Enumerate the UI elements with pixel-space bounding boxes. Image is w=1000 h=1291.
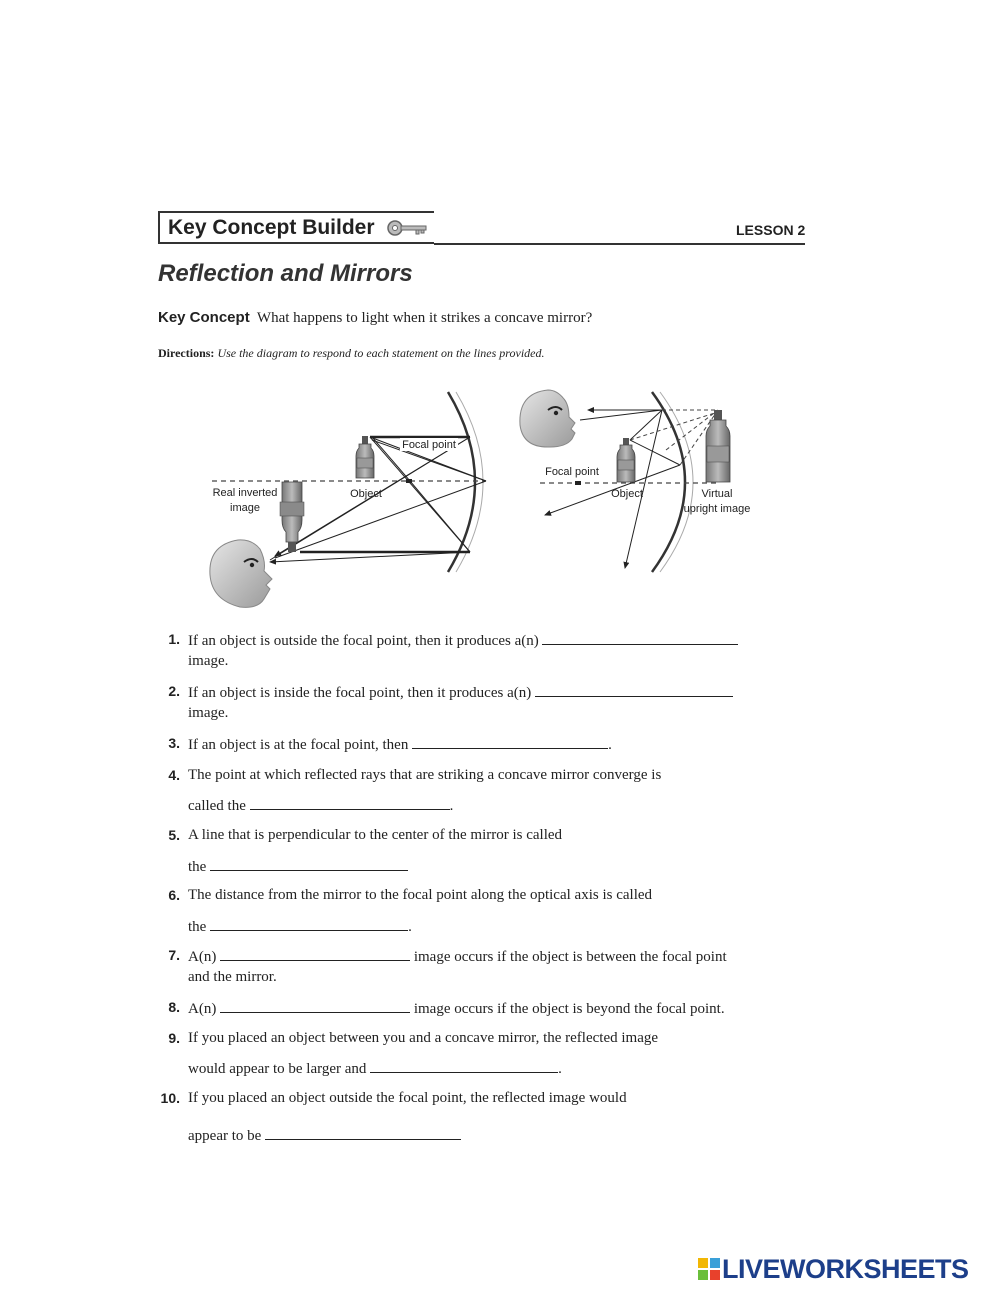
- question-9-number: 9.: [168, 1030, 180, 1046]
- question-1-number: 1.: [168, 631, 180, 647]
- question-7-text-a: A(n): [188, 949, 217, 965]
- question-6-number: 6.: [168, 887, 180, 903]
- question-7-text-b: image occurs if the object is between the focal point: [413, 949, 727, 965]
- question-9-end: .: [558, 1061, 562, 1077]
- question-6-end: .: [408, 919, 412, 935]
- answer-blank-3[interactable]: [412, 734, 608, 749]
- answer-blank-1[interactable]: [542, 630, 738, 645]
- left-focal-point-label: Focal point: [402, 439, 456, 451]
- question-5-number: 5.: [168, 827, 180, 843]
- question-8-line-1: [188, 998, 725, 1018]
- answer-blank-7[interactable]: [220, 946, 410, 961]
- answer-blank-8[interactable]: [220, 998, 410, 1013]
- question-5-line-1: A line that is perpendicular to the center of the mirror is called: [188, 827, 563, 843]
- question-4-line-2: [188, 795, 453, 815]
- key-concept-label: Key Concept: [158, 309, 250, 326]
- question-2-number: 2.: [168, 683, 180, 699]
- question-9-text: would appear to be larger and: [188, 1061, 367, 1077]
- answer-blank-9[interactable]: [370, 1058, 558, 1073]
- answer-blank-10[interactable]: [265, 1125, 461, 1140]
- answer-blank-2[interactable]: [535, 682, 733, 697]
- question-10-line-1: If you placed an object outside the focal point, the reflected image would: [188, 1090, 627, 1106]
- question-7-number: 7.: [168, 947, 180, 963]
- answer-blank-5[interactable]: [210, 856, 408, 871]
- right-focal-point-label: Focal point: [545, 466, 599, 478]
- question-1-line-2: image.: [188, 653, 229, 669]
- question-3-text: If an object is at the focal point, then: [188, 737, 409, 753]
- answer-blank-6[interactable]: [210, 916, 408, 931]
- left-real-image-label-2: image: [230, 502, 260, 514]
- answer-blank-4[interactable]: [250, 795, 450, 810]
- question-4-end: .: [449, 798, 454, 814]
- question-9-line-2: [188, 1058, 562, 1078]
- question-6-line-1: The distance from the mirror to the focal point along the optical axis is called: [188, 887, 653, 903]
- liveworksheets-logo-icon: [698, 1258, 720, 1280]
- question-8-number: 8.: [168, 999, 180, 1015]
- question-9-line-1: If you placed an object between you and a concave mirror, the reflected image: [188, 1030, 659, 1046]
- key-concept-text: What happens to light when it strikes a concave mirror?: [256, 310, 593, 326]
- right-diagram: [520, 390, 750, 572]
- question-6-text: the: [188, 919, 207, 935]
- question-10-number: 10.: [160, 1090, 180, 1106]
- question-4-number: 4.: [168, 767, 180, 783]
- page-title: Reflection and Mirrors: [158, 260, 413, 287]
- left-real-image-label-1: Real inverted: [212, 487, 278, 499]
- question-4-line-1: The point at which reflected rays that are striking a concave mirror converge is: [188, 767, 662, 783]
- question-6-line-2: [188, 916, 412, 936]
- right-virtual-image-label-2: upright image: [683, 503, 751, 515]
- directions-label: Directions:: [158, 346, 215, 360]
- left-mirror: [448, 392, 475, 572]
- concave-mirror-diagram: [0, 0, 1000, 620]
- right-object-label: Object: [611, 488, 643, 500]
- question-3-line-1: [188, 734, 612, 754]
- liveworksheets-brand[interactable]: LIVEWORKSHEETS: [722, 1254, 969, 1284]
- question-8-text-a: A(n): [188, 1001, 217, 1017]
- lesson-label: LESSON 2: [736, 222, 806, 238]
- directions-text: Use the diagram to respond to each statement on the lines provided.: [217, 346, 545, 360]
- question-10-text: appear to be: [188, 1128, 262, 1144]
- question-3-number: 3.: [168, 735, 180, 751]
- question-4-text: called the: [188, 798, 246, 814]
- right-virtual-image-bottle: [706, 410, 730, 482]
- question-1-text: If an object is outside the focal point, then it produces a(n): [188, 633, 539, 649]
- question-3-end: .: [608, 737, 612, 753]
- question-7-line-1: [188, 946, 727, 966]
- question-2-line-2: image.: [188, 705, 229, 721]
- right-object-bottle: [617, 438, 635, 482]
- left-diagram: [210, 392, 486, 607]
- question-2-text: If an object is inside the focal point, then it produces a(n): [188, 685, 532, 701]
- question-1-line-1: [188, 630, 738, 650]
- question-10-line-2: [188, 1125, 461, 1145]
- left-object-label: Object: [350, 488, 382, 500]
- right-mirror: [652, 392, 685, 572]
- right-eye-face-icon: [520, 390, 575, 447]
- header-title-text: Key Concept Builder: [168, 216, 375, 239]
- question-7-line-2: and the mirror.: [188, 969, 277, 985]
- question-2-line-1: [188, 682, 733, 702]
- question-5-line-2: [188, 856, 408, 876]
- question-5-text: the: [188, 859, 207, 875]
- left-eye-face-icon: [210, 540, 272, 607]
- right-virtual-image-label-1: Virtual: [701, 488, 733, 500]
- left-object-bottle: [356, 436, 374, 478]
- question-8-text-b: image occurs if the object is beyond the focal point.: [413, 1001, 725, 1017]
